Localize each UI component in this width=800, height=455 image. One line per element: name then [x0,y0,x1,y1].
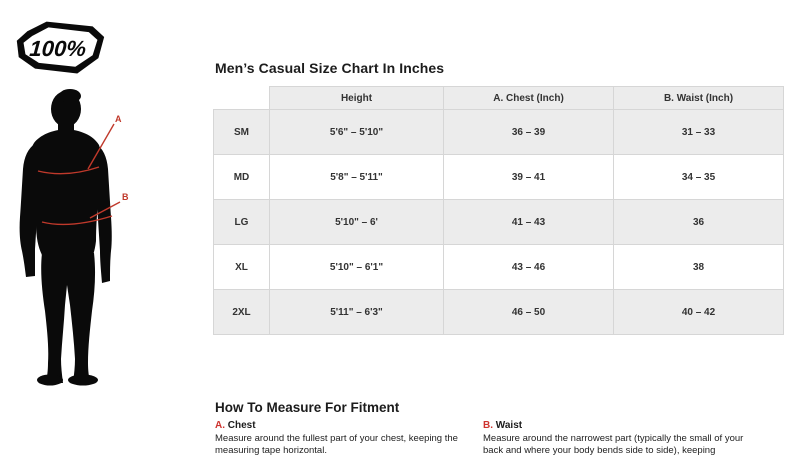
height-value: 5'10" – 6' [270,200,444,245]
chest-value: 46 – 50 [444,290,614,335]
figure-label-a: A [115,114,122,124]
chest-value: 39 – 41 [444,155,614,200]
figure-label-b: B [122,192,129,202]
figure-silhouette [20,89,112,386]
waist-value: 36 [614,200,784,245]
waist-value: 40 – 42 [614,290,784,335]
height-value: 5'8" – 5'11" [270,155,444,200]
measure-item-waist-name: Waist [495,420,523,431]
measure-item-chest-description: Measure around the fullest part of your chest, keeping the measuring tape horizontal. [215,433,458,455]
measure-item-chest-label [215,420,473,431]
how-to-measure-title: How To Measure For Fitment [215,400,400,415]
brand-logo [12,16,108,80]
waist-value: 38 [614,245,784,290]
measure-item-waist-description: Measure around the narrowest part (typically the small of your back and where your body bends side to side), keeping [483,433,744,455]
chest-value: 41 – 43 [444,200,614,245]
waist-value: 31 – 33 [614,110,784,155]
measure-item-waist [483,420,763,455]
measure-item-waist-label [483,420,763,431]
figure-legs [41,253,95,383]
size-label: XL [214,245,270,290]
figure-torso [30,129,101,265]
measurement-figure [0,85,200,400]
size-label: MD [214,155,270,200]
corner-cell [214,87,270,110]
figure-hair [59,89,81,103]
waist-value: 34 – 35 [614,155,784,200]
column-header-height: Height [270,87,444,110]
size-chart-title: Men’s Casual Size Chart In Inches [215,60,445,76]
chest-value: 36 – 39 [444,110,614,155]
height-value: 5'6" – 5'10" [270,110,444,155]
size-row-2xl [214,290,784,335]
logo-text: 100% [28,36,87,62]
size-chart-table [213,86,784,335]
how-to-measure-columns [215,420,788,455]
measure-item-chest-name: Chest [227,420,256,431]
size-row-lg [214,200,784,245]
figure-right-foot [68,375,98,386]
measure-item-waist-prefix: B. [483,420,493,431]
height-value: 5'10" – 6'1" [270,245,444,290]
how-to-measure-section [213,400,788,455]
size-label: SM [214,110,270,155]
size-label: LG [214,200,270,245]
measure-item-chest [215,420,473,455]
size-label: 2XL [214,290,270,335]
height-value: 5'11" – 6'3" [270,290,444,335]
measure-item-chest-prefix: A. [215,420,225,431]
figure-left-foot [37,375,63,386]
chest-value: 43 – 46 [444,245,614,290]
header-row [214,87,784,110]
column-header-waist: B. Waist (Inch) [614,87,784,110]
size-row-md [214,155,784,200]
size-chart-section [213,60,785,335]
column-header-chest: A. Chest (Inch) [444,87,614,110]
size-row-xl [214,245,784,290]
size-row-sm [214,110,784,155]
